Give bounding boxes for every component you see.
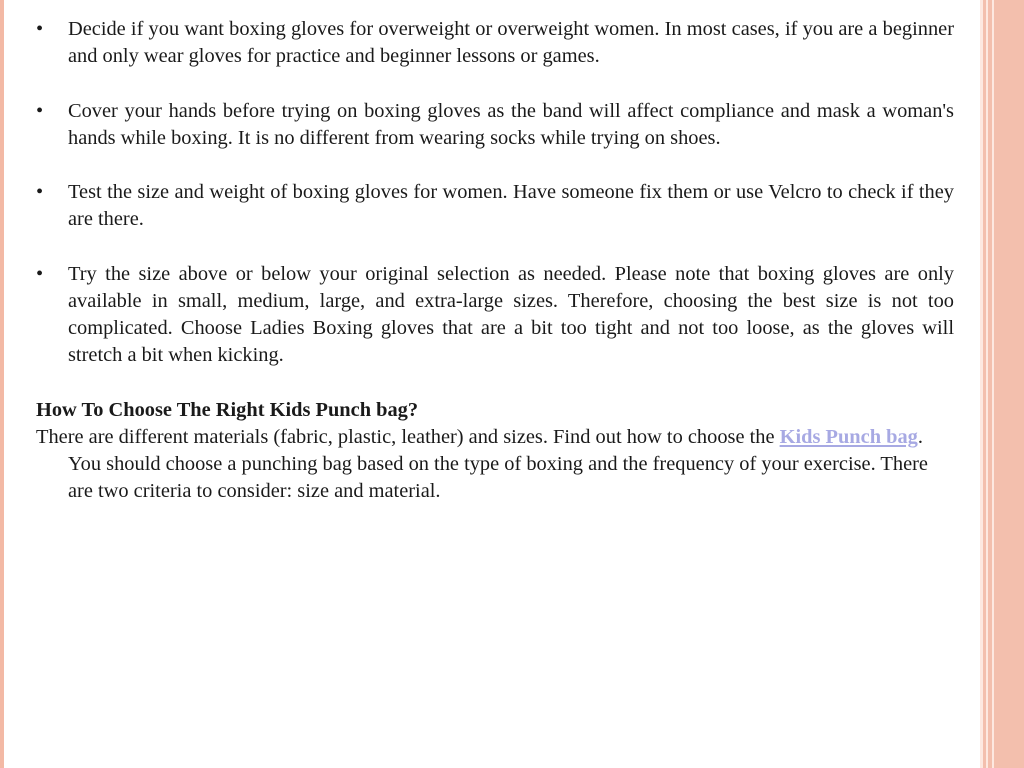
section-paragraph	[36, 424, 954, 506]
section-heading: How To Choose The Right Kids Punch bag?	[36, 398, 419, 421]
bullet-list	[36, 16, 954, 370]
list-item	[36, 16, 954, 70]
paragraph-text-after: . You should choose a punching bag based on the type of boxing and the frequency of your exercise. There are two criteria to consider: size and material.	[68, 425, 928, 503]
stripe	[997, 0, 1024, 768]
list-item-text: Try the size above or below your original selection as needed. Please note that boxing gloves are only available in small, medium, large, and extra-large sizes. Therefore, choosing the best size is not too complicated. Choose Ladies Boxing gloves that are a bit too tight and not too loose, as the gloves will stretch a bit when kicking.	[68, 262, 954, 367]
stripe	[986, 0, 988, 768]
list-item	[36, 261, 954, 370]
list-item	[36, 98, 954, 152]
bullet-icon: •	[36, 18, 44, 40]
list-item-text: Test the size and weight of boxing gloves for women. Have someone fix them or use Velcro to check if they are there.	[68, 181, 954, 231]
list-item	[36, 179, 954, 233]
left-border-decoration	[0, 0, 4, 768]
paragraph-text-before: There are different materials (fabric, plastic, leather) and sizes. Find out how to choose the	[36, 425, 780, 448]
stripe	[992, 0, 994, 768]
bullet-icon: •	[36, 99, 44, 122]
list-item-text: Cover your hands before trying on boxing gloves as the band will affect compliance and mask a woman's hands while boxing. It is no different from wearing socks while trying on shoes.	[68, 99, 954, 149]
bullet-icon: •	[36, 262, 44, 285]
list-item-text: Decide if you want boxing gloves for overweight or overweight women. In most cases, if you are a beginner and only wear gloves for practice and beginner lessons or games.	[68, 18, 954, 68]
kids-punch-bag-link[interactable]: Kids Punch bag	[779, 425, 918, 448]
bullet-icon: •	[36, 181, 44, 204]
slide-content	[36, 16, 954, 506]
stripe	[980, 0, 983, 768]
right-stripe-decoration	[980, 0, 1024, 768]
